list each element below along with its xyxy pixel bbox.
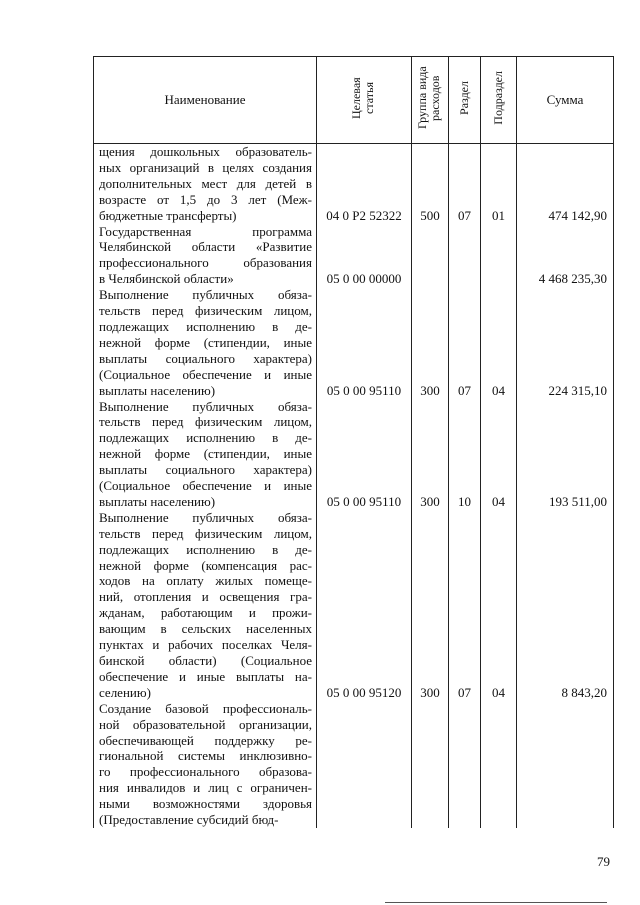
table-body	[94, 144, 614, 828]
row-name-line: нежной форме (стипендии, иные	[99, 446, 312, 462]
header-group-label: Группа вида расходов	[415, 66, 442, 130]
row-name-line: Выполнение публичных обяза-	[99, 509, 312, 525]
row-name-line: Государственная программа	[99, 223, 312, 239]
row-section	[449, 224, 481, 288]
header-name: Наименование	[94, 57, 317, 144]
row-name-line: выплаты социального характера)	[99, 462, 312, 478]
row-name-line: ной образовательной организации,	[99, 716, 312, 732]
row-name-line: выплаты социального характера)	[99, 350, 312, 366]
row-name-line: выплаты населению)	[99, 382, 216, 398]
row-target-code: 05 0 00 00000	[317, 224, 412, 288]
row-subsection: 04	[481, 399, 517, 510]
row-sum: 4 468 235,30	[517, 224, 614, 288]
row-name-line: тельств перед физическим лицом,	[99, 303, 312, 319]
row-name	[94, 224, 317, 288]
row-name	[94, 287, 317, 398]
row-group: 300	[412, 399, 449, 510]
row-section: 07	[449, 287, 481, 398]
row-sum: 224 315,10	[517, 287, 614, 398]
row-section: 07	[449, 510, 481, 701]
row-group	[412, 701, 449, 828]
header-section	[449, 57, 481, 144]
row-name-line: Создание базовой профессиональ-	[99, 700, 312, 716]
row-name-line: (Социальное обеспечение и иные	[99, 478, 312, 494]
row-section	[449, 701, 481, 828]
header-section-label: Раздел	[457, 81, 471, 115]
row-name-line: (Социальное обеспечение и иные	[99, 366, 312, 382]
row-name-line: жданам, работающим и прожи-	[99, 605, 312, 621]
row-target-code: 05 0 00 95110	[317, 287, 412, 398]
row-target-code: 05 0 00 95110	[317, 399, 412, 510]
header-target-label: Целевая статья	[349, 77, 376, 119]
row-name-line: ходов на оплату жилых помеще-	[99, 573, 312, 589]
header-target	[317, 57, 412, 144]
row-name-line: нежной форме (компенсация рас-	[99, 557, 312, 573]
table-row	[94, 701, 614, 828]
row-group: 300	[412, 287, 449, 398]
row-name-line: дополнительных мест для детей в	[99, 175, 312, 191]
row-target-code: 05 0 00 95120	[317, 510, 412, 701]
header-subsection-label: Подраздел	[491, 71, 505, 125]
row-name-line: ных организаций в целях создания	[99, 159, 312, 175]
row-name-line: выплаты населению)	[99, 493, 216, 509]
row-name-line: бюджетные трансферты)	[99, 207, 237, 223]
row-target-code	[317, 701, 412, 828]
row-name-line: го профессионального образова-	[99, 764, 312, 780]
row-name-line: селению)	[99, 684, 151, 700]
table-row	[94, 287, 614, 398]
header-group	[412, 57, 449, 144]
table-row	[94, 224, 614, 288]
table-row	[94, 510, 614, 701]
row-group: 500	[412, 144, 449, 224]
row-name-line: обеспечивающей поддержку ре-	[99, 732, 312, 748]
row-name-line: Выполнение публичных обяза-	[99, 398, 312, 414]
row-name-line: в Челябинской области»	[99, 271, 234, 287]
row-name	[94, 144, 317, 224]
row-sum: 8 843,20	[517, 510, 614, 701]
row-name-line: (Предоставление субсидий бюд-	[99, 812, 279, 828]
row-group: 300	[412, 510, 449, 701]
row-section: 07	[449, 144, 481, 224]
row-name-line: ния инвалидов и лиц с ограничен-	[99, 780, 312, 796]
row-name	[94, 399, 317, 510]
row-subsection	[481, 701, 517, 828]
row-name-line: тельств перед физическим лицом,	[99, 525, 312, 541]
table-row	[94, 399, 614, 510]
row-name-line: нежной форме (стипендии, иные	[99, 334, 312, 350]
row-target-code: 04 0 Р2 52322	[317, 144, 412, 224]
row-name-line: подлежащих исполнению в де-	[99, 541, 312, 557]
header-sum: Сумма	[517, 57, 614, 144]
row-name-line: обеспечение и иные выплаты на-	[99, 668, 312, 684]
footer-divider	[385, 902, 607, 903]
row-name-line: щения дошкольных образователь-	[99, 144, 312, 159]
row-name-line: пунктах и рабочих поселках Челя-	[99, 637, 312, 653]
row-name-line: тельств перед физическим лицом,	[99, 414, 312, 430]
row-name-line: ний, отопления и освещения гра-	[99, 589, 312, 605]
row-name-line: подлежащих исполнению в де-	[99, 318, 312, 334]
row-name-line: вающим в сельских населенных	[99, 621, 312, 637]
row-name-line: Выполнение публичных обяза-	[99, 287, 312, 303]
row-subsection: 01	[481, 144, 517, 224]
table-header	[94, 57, 614, 144]
row-subsection: 04	[481, 287, 517, 398]
row-name-line: Челябинской области «Развитие	[99, 239, 312, 255]
row-section: 10	[449, 399, 481, 510]
row-name-line: бинской области) (Социальное	[99, 653, 312, 668]
row-sum	[517, 701, 614, 828]
row-sum: 193 511,00	[517, 399, 614, 510]
row-name-line: гиональной системы инклюзивно-	[99, 748, 312, 764]
row-name	[94, 701, 317, 828]
row-name-line: ными возможностями здоровья	[99, 796, 312, 812]
row-group	[412, 224, 449, 288]
row-name-line: профессионального образования	[99, 255, 312, 271]
row-name-line: возрасте от 1,5 до 3 лет (Меж-	[99, 191, 312, 207]
page-number: 79	[597, 854, 610, 869]
row-sum: 474 142,90	[517, 144, 614, 224]
row-name-line: подлежащих исполнению в де-	[99, 430, 312, 446]
budget-table	[93, 56, 614, 828]
row-name	[94, 510, 317, 701]
row-subsection: 04	[481, 510, 517, 701]
row-subsection	[481, 224, 517, 288]
table-row	[94, 144, 614, 224]
header-subsection	[481, 57, 517, 144]
